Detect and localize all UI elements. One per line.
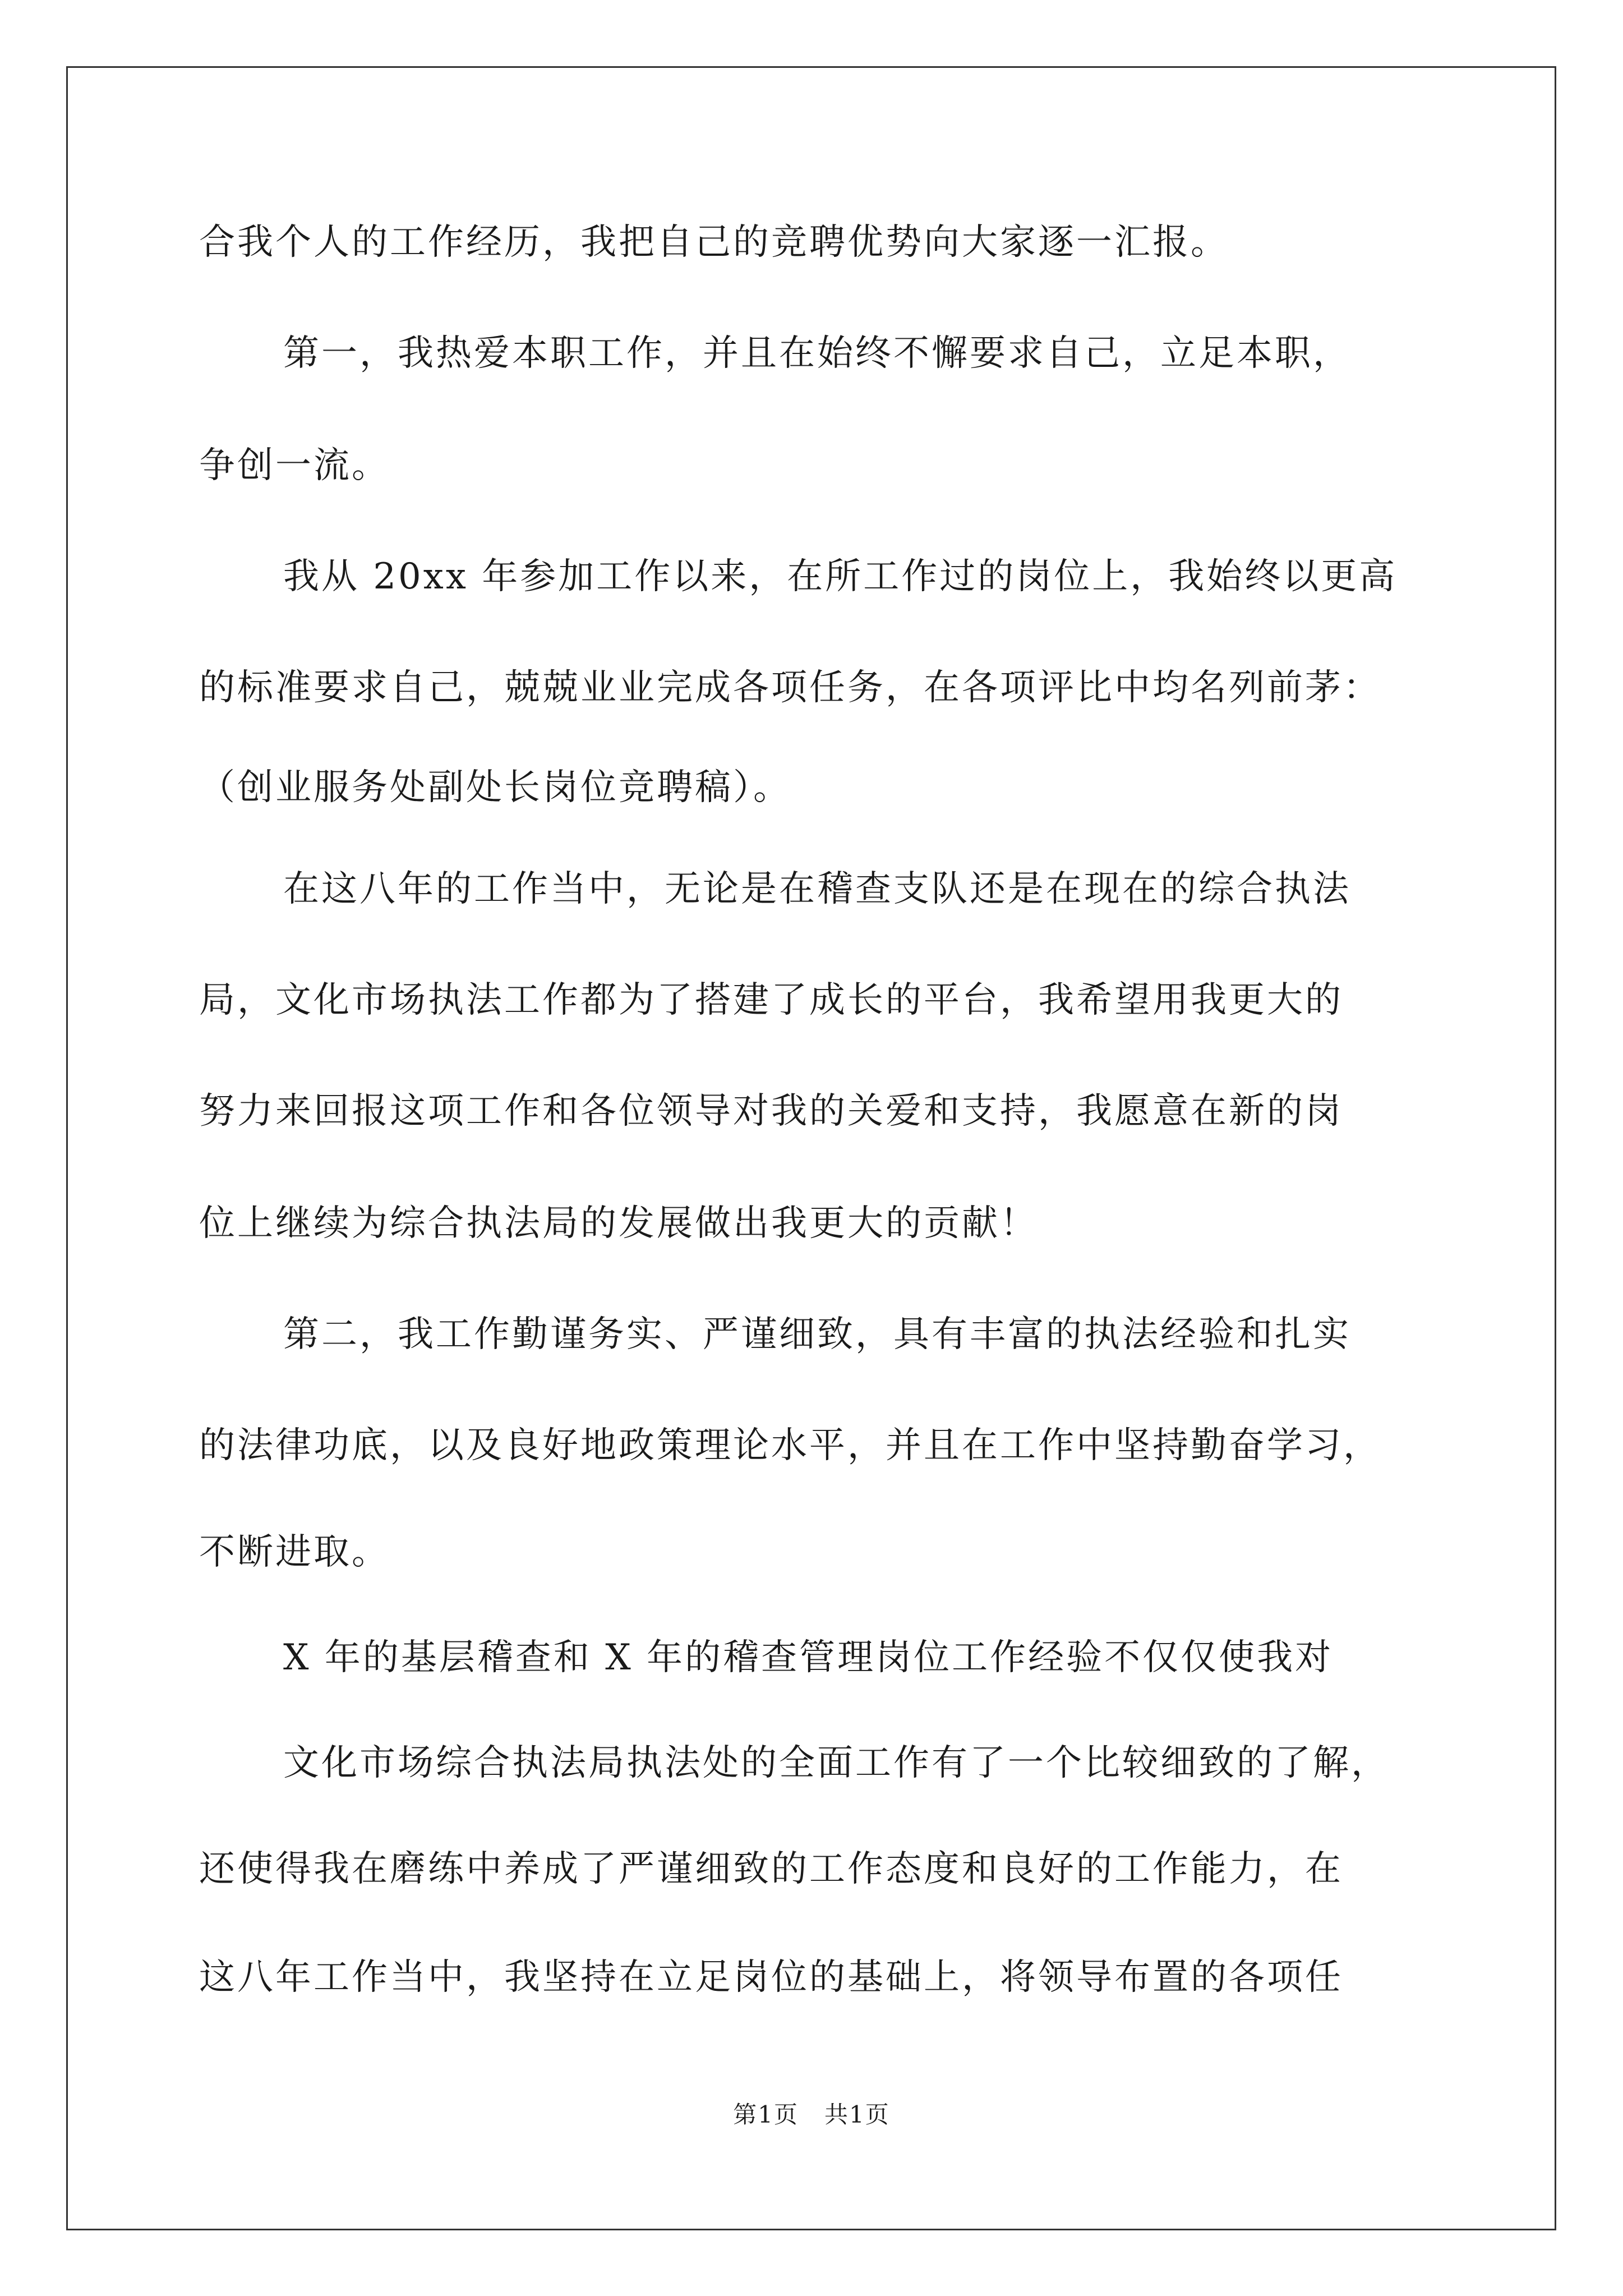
text-line-9: 努力来回报这项工作和各位领导对我的关爱和支持，我愿意在新的岗 bbox=[199, 1091, 1343, 1132]
text-line-14: X 年的基层稽查和 X 年的稽查管理岗位工作经验不仅仅使我对 bbox=[283, 1637, 1334, 1678]
text-line-5: 的标准要求自己，兢兢业业完成各项任务，在各项评比中均名列前茅： bbox=[199, 667, 1381, 708]
text-line-16: 还使得我在磨练中养成了严谨细致的工作态度和良好的工作能力，在 bbox=[199, 1848, 1343, 1890]
text-line-4: 我从 20xx 年参加工作以来，在所工作过的岗位上，我始终以更高 bbox=[283, 556, 1398, 597]
text-line-17: 这八年工作当中，我坚持在立足岗位的基础上，将领导布置的各项任 bbox=[199, 1957, 1343, 1998]
page-footer: 第1页 共1页 bbox=[733, 2101, 890, 2128]
text-line-2: 第一，我热爱本职工作，并且在始终不懈要求自己，立足本职， bbox=[283, 333, 1351, 374]
text-line-12: 的法律功底，以及良好地政策理论水平，并且在工作中坚持勤奋学习， bbox=[199, 1425, 1381, 1466]
text-line-3: 争创一流。 bbox=[199, 445, 390, 486]
text-line-13: 不断进取。 bbox=[199, 1531, 390, 1573]
text-line-11: 第二，我工作勤谨务实、严谨细致，具有丰富的执法经验和扎实 bbox=[283, 1314, 1351, 1355]
text-line-8: 局，文化市场执法工作都为了搭建了成长的平台，我希望用我更大的 bbox=[199, 979, 1343, 1021]
text-line-1: 合我个人的工作经历，我把自己的竞聘优势向大家逐一汇报。 bbox=[199, 222, 1229, 263]
text-line-6: （创业服务处副处长岗位竞聘稿）。 bbox=[199, 767, 791, 808]
text-line-15: 文化市场综合执法局执法处的全面工作有了一个比较细致的了解， bbox=[283, 1742, 1389, 1784]
page-border bbox=[66, 66, 1556, 2230]
text-line-10: 位上继续为综合执法局的发展做出我更大的贡献！ bbox=[199, 1203, 1038, 1244]
text-line-7: 在这八年的工作当中，无论是在稽查支队还是在现在的综合执法 bbox=[283, 868, 1351, 910]
